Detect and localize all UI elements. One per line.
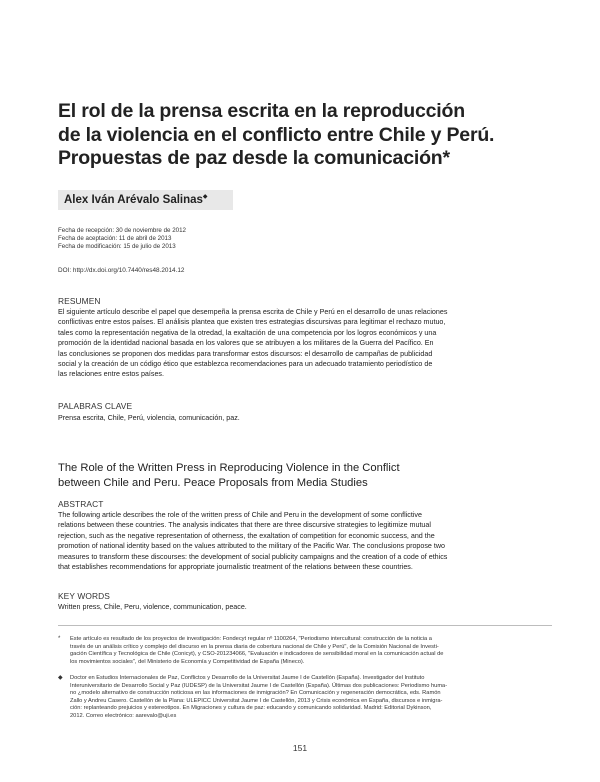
abstract-line: that establishes recommendations for appropriate journalistic treatment of the relations between these countries. [58,563,413,572]
footnote-line: gación Científica y Tecnológica de Chile (Conicyt), y CSO-201234066, "Evaluación e indicadores de sensibilidad moral en la comunicación actual de [70,651,444,658]
page-number: 151 [292,743,308,753]
footnote-line: Doctor en Estudios Internacionales de Paz, Conflictos y Desarrollo de la Universitat Jaume I de Castellón (España). Investigador del Instituto [70,675,425,681]
title-line: El rol de la prensa escrita en la reproducción [58,100,465,122]
english-title-line: The Role of the Written Press in Reproducing Violence in the Conflict [58,462,400,474]
abstract-line: promotion of national identity based on the values attributed to the military of the Pacific War. The conclusions propose two [58,542,445,551]
resumen-heading: RESUMEN [58,296,101,306]
footnote-line: 2012. Correo electrónico: aarevalo@uji.es [70,712,177,719]
abstract-line: rejection, such as the negative representation of otherness, the exaltation of competition for economic success, and the [58,531,435,540]
footnote-text [70,675,447,721]
date-modified: Fecha de modificación: 15 de julio de 2013 [58,243,176,251]
palabras-clave-line: Prensa escrita, Chile, Perú, violencia, comunicación, paz. [58,414,240,422]
resumen-line: social y la creación de un código ético que establezca recomendaciones para un adecuado tratamiento periodístico de [58,360,433,369]
footnote-divider [58,625,552,626]
palabras-clave-heading: PALABRAS CLAVE [58,401,133,411]
abstract-line: relations between these countries. The analysis indicates that there are three discursive strategies to legitimize mutual [58,521,431,530]
footnote-line: Este artículo es resultado de los proyectos de investigación: Fondecyt regular nº 1100264, "Periodismo intercultural: construcción de la noticia a [70,636,432,642]
footnote-line: los movimientos sociales", del Ministerio de Economía y Competitividad de España (Mineco). [70,658,305,665]
key-words-line: Written press, Chile, Peru, violence, communication, peace. [58,603,247,611]
date-received: Fecha de recepción: 30 de noviembre de 2012 [58,227,186,234]
footnote-text [70,636,443,666]
publication-dates [58,227,358,252]
abstract-line: measures to transform these discourses: the development of social publicity campaigns and the creation of a code of ethics [58,552,448,561]
palabras-clave-text [58,413,552,423]
abstract-heading: ABSTRACT [58,499,104,509]
english-title-line: between Chile and Peru. Peace Proposals from Media Studies [58,476,368,489]
article-title [58,100,558,171]
key-words-text [58,602,552,612]
resumen-line: promoción de la identidad nacional basada en los valores que se atribuyen a los militares de la Guerra del Pacífico. En [58,339,434,348]
english-title [58,461,558,490]
resumen-line: las relaciones entre estos países. [58,370,164,379]
title-line: Propuestas de paz desde la comunicación* [58,147,450,169]
resumen-line: las conclusiones se proponen dos medidas para transformar estos discursos: el desarrollo de campañas de publicidad [58,349,433,358]
footnote-mark: ◆ [58,675,63,681]
footnote-line: ción: replanteando prejuicios y estereotipos. En Migraciones y cultura de paz: educando y comunicando solidaridad. Madrid: Editorial Dykinson, [70,705,432,712]
title-line: de la violencia en el conflicto entre Chile y Perú. [58,123,495,146]
abstract-line: The following article describes the role of the written press of Chile and Peru in the development of some conflictive [58,511,422,519]
resumen-line: conflictivas entre estos países. El análisis plantea que existen tres estrategias discursivas para legitimar el rechazo mutuo, [58,318,446,327]
abstract-body [58,510,552,572]
footnote-line: no ¿modelo alternativo de construcción noticiosa en las informaciones de inmigración? En Comunicación y regeneración democrática, eds. Ramón [70,690,441,697]
key-words-heading: KEY WORDS [58,591,110,601]
resumen-line: El siguiente artículo describe el papel que desempeña la prensa escrita de Chile y Perú en el desarrollo de unas relaciones [58,308,448,316]
author-name [64,193,208,206]
footnote-line: Zallo y Andreu Casero. Castellón de la Plana: ULEPICC Universitat Jaume I de Castellón, 2013 y Crisis económica en España, discursos e inmigra- [70,697,443,704]
doi-link[interactable]: DOI: http://dx.doi.org/10.7440/res48.2014.12 [58,267,185,274]
footnote-line: Interuniversitario de Desarrollo Social y Paz (IUDESP) de la Universitat Jaume I de Castellón (España). Últimas dos publicaciones: Periodismo huma- [70,682,448,689]
date-accepted: Fecha de aceptación: 11 de abril de 2013 [58,235,172,243]
footnote-line: través de un análisis crítico y complejo del discurso en la prensa diaria de cobertura nacional de Chile y Perú", de la Comisión Nacional de Investi- [70,643,439,650]
author-footnote-mark: ◆ [202,194,208,200]
resumen-line: tales como la representación negativa de la otredad, la exaltación de una competencia por los logros económicos y una [58,328,437,337]
footnote-mark: * [58,636,61,642]
resumen-body [58,307,552,380]
author-name-text: Alex Iván Arévalo Salinas [64,193,203,206]
